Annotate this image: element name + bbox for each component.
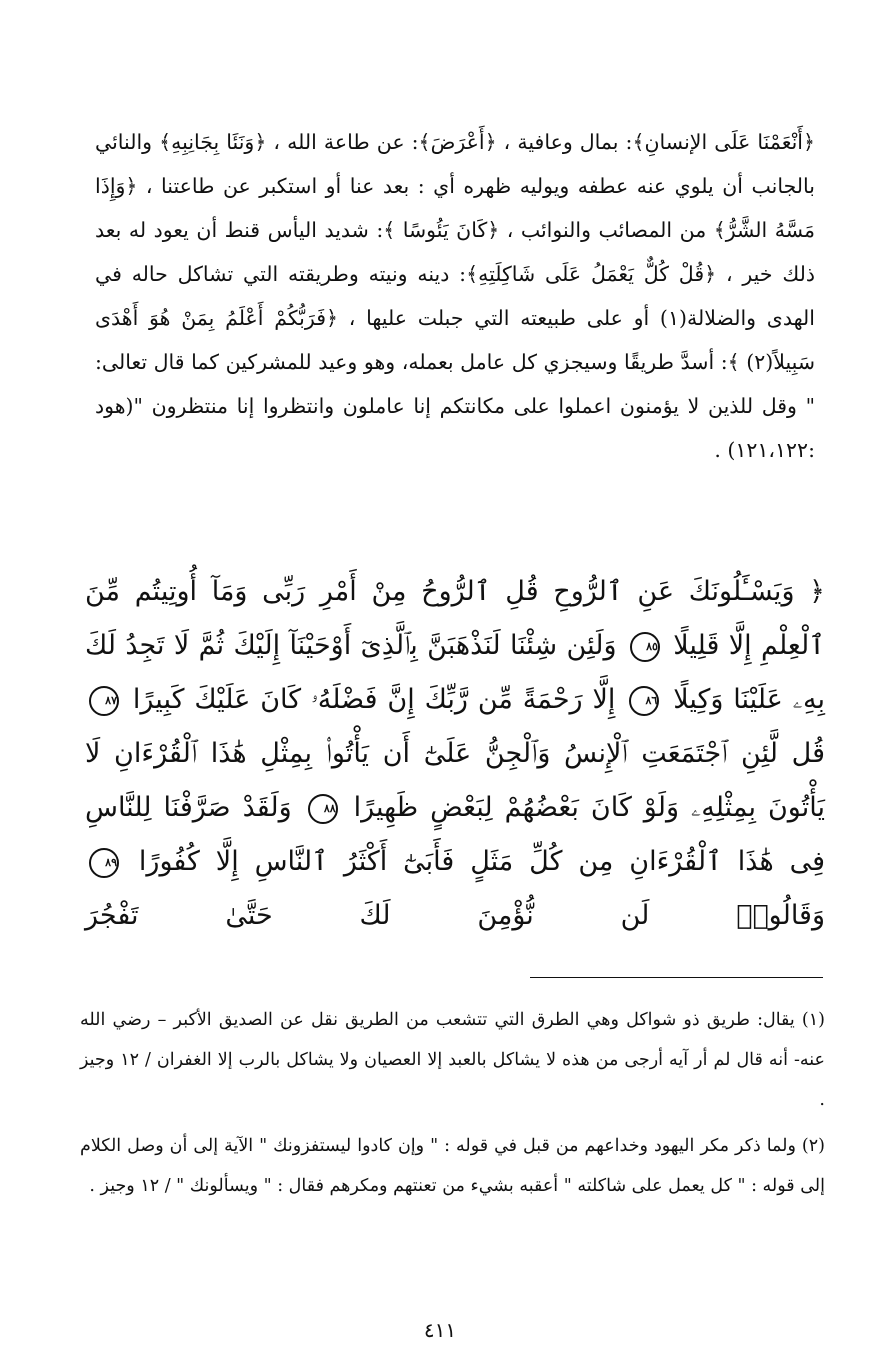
quran-verses [85, 565, 825, 943]
verse-89: وَلَقَدْ صَرَّفْنَا لِلنَّاسِ فِى هَٰذَا ٱلْقُرْءَانِ مِن كُلِّ مَثَلٍ فَأَبَىٰٓ أَكْثَرُ ٱلنَّاسِ إِلَّا كُفُورًا [85, 792, 826, 877]
footnote-1: (١) يقال: طريق ذو شواكل وهي الطرق التي تتشعب من الطريق نقل عن الصديق الأكبر – رضي الله عنه- أنه قال لم أر آيه أرجى من هذه لا يشاكل بالعبد إلا العصيان ولا يشاكل بالرب إلا الغفران / ١٢ وجيز . [80, 1010, 825, 1110]
verse-number-85: ٨٥ [630, 632, 660, 662]
verse-number-89: ٨٩ [89, 848, 119, 878]
footnote-divider [530, 977, 823, 978]
verse-number-88: ٨٨ [308, 794, 338, 824]
footnotes [80, 1000, 825, 1212]
page-number: ٤١١ [423, 1318, 457, 1342]
verse-85: ﴿ وَيَسْـَٔلُونَكَ عَنِ ٱلرُّوحِ قُلِ ٱلرُّوحُ مِنْ أَمْرِ رَبِّى وَمَآ أُوتِيتُم مِّنَ ٱلْعِلْمِ إِلَّا قَلِيلًا [85, 576, 825, 661]
verse-88: قُل لَّئِنِ ٱجْتَمَعَتِ ٱلْإِنسُ وَٱلْجِنُّ عَلَىٰٓ أَن يَأْتُوا۟ بِمِثْلِ هَٰذَا ٱلْقُرْءَانِ لَا يَأْتُونَ بِمِثْلِهِۦ وَلَوْ كَانَ بَعْضُهُمْ لِبَعْضٍ ظَهِيرًا [85, 738, 825, 823]
verse-number-86: ٨٦ [629, 686, 659, 716]
commentary-paragraph: ﴿أَنْعَمْنَا عَلَى الإنسانِ﴾: بمال وعافية ، ﴿أَعْرَضَ﴾: عن طاعة الله ، ﴿وَنَئَا بِجَانِبِهِ﴾ والنائي بالجانب أن يلوي عنه عطفه ويوليه ظهره أي : بعد عنا أو استكبر عن طاعتنا ، ﴿وَإِذَا مَسَّهُ الشَّرُّ﴾ من المصائب والنوائب ، ﴿كَانَ يَئُوسًا ﴾: شديد اليأس قنط أن يعود له بعد ذلك خير ، ﴿قُلْ كُلٌّ يَعْمَلُ عَلَى شَاكِلَتِهِ﴾: دينه ونيته وطريقته التي تشاكل حاله في الهدى والضلالة(١) أو على طبيعته التي جبلت عليها ، ﴿فَرَبُّكُمْ أَعْلَمُ بِمَنْ هُوَ أَهْدَى سَبِيلاً(٢) ﴾: أسدَّ طريقًا وسيجزي كل عامل بعمله، وهو وعيد للمشركين كما قال تعالى: " وقل للذين لا يؤمنون اعملوا على مكانتكم إنا عاملون وانتظروا إنا منتظرون "(هود :١٢١،١٢٢) . [95, 130, 815, 462]
footnote-2: (٢) ولما ذكر مكر اليهود وخداعهم من قبل في قوله : " وإن كادوا ليستفزونك " الآية إلى أن وصل الكلام إلى قوله : " كل يعمل على شاكلته " أعقبه بشيء من تعنتهم ومكرهم فقال : " ويسألونك " / ١٢ وجيز . [80, 1136, 825, 1196]
verse-number-87: ٨٧ [89, 686, 119, 716]
tafsir-commentary [95, 120, 815, 472]
verse-90: وَقَالُوا۟ لَن نُّؤْمِنَ لَكَ حَتَّىٰ تَفْجُرَ [85, 900, 825, 931]
verse-86: وَلَئِن شِئْنَا لَنَذْهَبَنَّ بِٱلَّذِىٓ أَوْحَيْنَآ إِلَيْكَ ثُمَّ لَا تَجِدُ لَكَ بِهِۦ عَلَيْنَا وَكِيلًا [85, 630, 825, 715]
verse-87: إِلَّا رَحْمَةً مِّن رَّبِّكَ إِنَّ فَضْلَهُۥ كَانَ عَلَيْكَ كَبِيرًا [132, 684, 616, 715]
verse-block [85, 565, 825, 943]
